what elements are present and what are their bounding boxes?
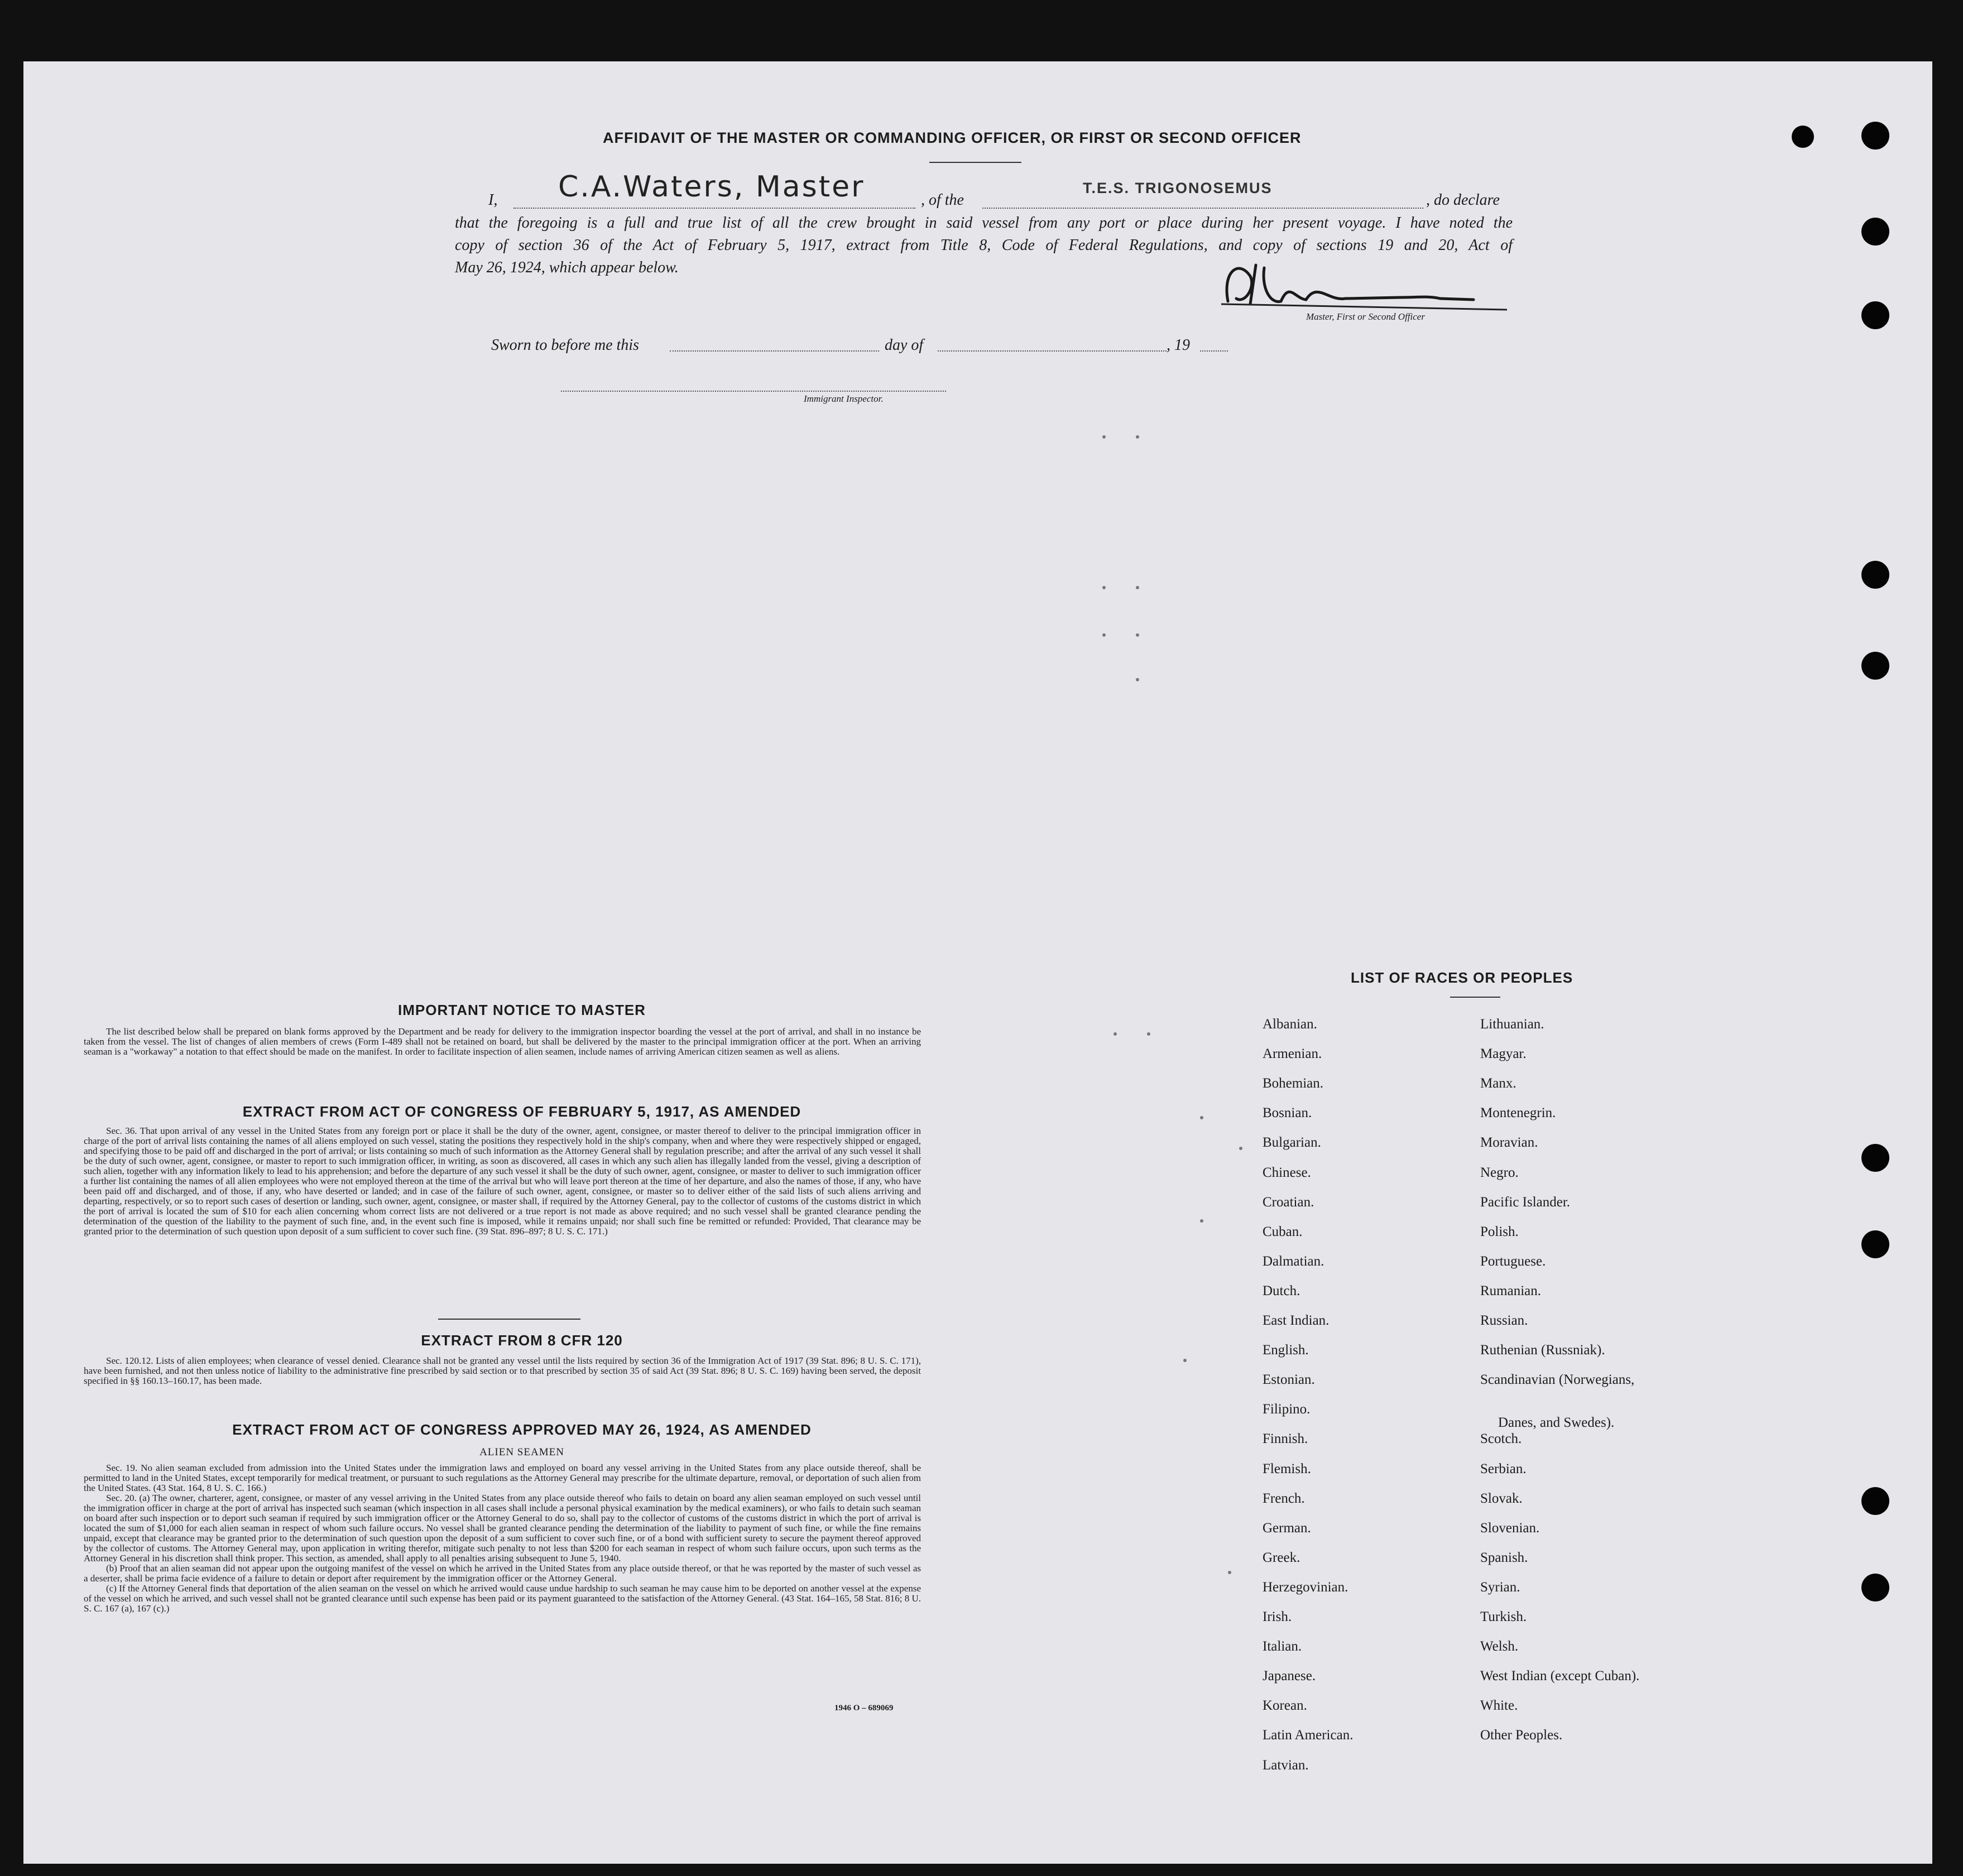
race-item: Scandinavian (Norwegians, (1480, 1372, 1635, 1387)
race-item: Other Peoples. (1480, 1728, 1563, 1743)
race-item: Korean. (1263, 1698, 1307, 1713)
of-the-label: , of the (921, 191, 964, 209)
section-20b: (b) Proof that an alien seaman did not appear upon the outgoing manifest of the vessel on which he arrived in the United States from any place outside thereof, or that he was reported by the master of such vessel as a deserter, shall be prima facie evidence of a failure to detain or deport after requirement by the immigration officer or the Attorney General. (84, 1563, 921, 1584)
race-item: Lithuanian. (1480, 1017, 1544, 1032)
race-item: German. (1263, 1521, 1311, 1536)
race-item: Slovak. (1480, 1491, 1523, 1506)
race-item: Finnish. (1263, 1431, 1308, 1446)
race-item: English. (1263, 1343, 1309, 1358)
races-title: LIST OF RACES OR PEOPLES (1351, 969, 1573, 986)
race-item: Negro. (1480, 1165, 1519, 1180)
race-item: Italian. (1263, 1639, 1302, 1654)
race-item: Turkish. (1480, 1609, 1527, 1624)
race-item: Ruthenian (Russniak). (1480, 1343, 1605, 1358)
races-divider (1450, 997, 1500, 998)
race-item: Flemish. (1263, 1461, 1311, 1476)
race-item: Bosnian. (1263, 1105, 1312, 1120)
race-item: Dutch. (1263, 1283, 1300, 1298)
race-item: Welsh. (1480, 1639, 1519, 1654)
section-divider (438, 1319, 580, 1320)
day-of-label: day of (885, 336, 924, 354)
race-item: Scotch. (1480, 1431, 1522, 1446)
sworn-label: Sworn to before me this (491, 336, 639, 354)
extract-cfr-title: EXTRACT FROM 8 CFR 120 (421, 1332, 623, 1349)
affidavit-line-1: that the foregoing is a full and true list of all the crew brought in said vessel from any port or place during her present voyage. I have noted the (455, 214, 1513, 232)
notice-text: The list described below shall be prepared on blank forms approved by the Department and be ready for delivery to the immigration inspector boarding the vessel at the port of arrival, and shall in no instance be taken from the vessel. The list of changes of alien members of crews (Form I-489 shall not be retained on board, but shall be delivered by the master to the principal immigration officer at the port. When an arriving seaman is a "workaway" a notation to that effect should be made on the manifest. In order to facilitate inspection of alien seamen, include names of arriving American citizen seamen as well as aliens. (84, 1026, 921, 1057)
race-item: Slovenian. (1480, 1521, 1540, 1536)
punch-hole (1861, 301, 1889, 329)
race-item: Filipino. (1263, 1402, 1311, 1417)
punch-hole (1861, 1144, 1889, 1172)
section-20c: (c) If the Attorney General finds that deportation of the alien seaman on the vessel on which he arrived would cause undue hardship to such seaman he may cause him to be deported on another vessel at the expense of the vessel on which he arrived, and such vessel shall not be granted clearance until such expense has been paid or its payment guaranteed to the satisfaction of the Attorney General. (43 Stat. 164–165, 58 Stat. 816; 8 U. S. C. 167 (a), 167 (c).) (84, 1583, 921, 1614)
race-item: Pacific Islander. (1480, 1195, 1571, 1210)
extract-1924-title: EXTRACT FROM ACT OF CONGRESS APPROVED MAY 26, 1924, AS AMENDED (232, 1421, 812, 1438)
affidavit-line-3: May 26, 1924, which appear below. (455, 259, 679, 276)
inspector-signature-line (561, 391, 946, 392)
declarant-name-handwritten: C.A.Waters, Master (558, 170, 865, 204)
punch-hole (1861, 1574, 1889, 1601)
race-item: Syrian. (1480, 1580, 1520, 1595)
race-item: Magyar. (1480, 1046, 1527, 1061)
race-item: Portuguese. (1480, 1254, 1546, 1269)
race-item: Polish. (1480, 1224, 1519, 1239)
declarant-name-line (513, 208, 915, 209)
race-item: Serbian. (1480, 1461, 1527, 1476)
punch-hole (1861, 1487, 1889, 1515)
race-item: East Indian. (1263, 1313, 1330, 1328)
race-item: Greek. (1263, 1550, 1300, 1565)
affidavit-title: AFFIDAVIT OF THE MASTER OR COMMANDING OFFICER, OR FIRST OR SECOND OFFICER (603, 129, 1302, 146)
race-item: Irish. (1263, 1609, 1292, 1624)
race-item: Danes, and Swedes). (1498, 1415, 1615, 1430)
extract-cfr-text: Sec. 120.12. Lists of alien employees; when clearance of vessel denied. Clearance shall not be granted any vessel until the lists required by section 36 of the Immigration Act of 1917 (39 Stat. 896; 8 U. S. C. 171), have been furnished, and not then unless notice of liability to the administrative fine prescribed by said section or to that prescribed by section 35 of said Act (39 Stat. 896; 8 U. S. C. 169) having been served, the deposit specified in §§ 160.13–160.17, has been made. (84, 1355, 921, 1386)
race-item: Latin American. (1263, 1728, 1354, 1743)
section-19: Sec. 19. No alien seaman excluded from admission into the United States under the immigration laws and employed on board any vessel arriving in the United States from any place outside thereof, shall be permitted to land in the United States, except temporarily for medical treatment, or pursuant to such regulations as the Attorney General may prescribe for the ultimate departure, removal, or deportation of such alien from the United States. (43 Stat. 164, 8 U. S. C. 166.) (84, 1463, 921, 1493)
section-20a: Sec. 20. (a) The owner, charterer, agent, consignee, or master of any vessel arriving in the United States from any place outside thereof who fails to detain on board any alien seaman employed on such vessel until the immigration officer in charge at the port of arrival has inspected such seaman (which inspection in all cases shall include a personal physical examination by the medical examiners), or who fails to detain such seaman on board after such inspection or to deport such seaman if required by such immigration officer or the Attorney General to do so, shall pay to the collector of customs of the customs district in which the port of arrival is located the sum of $1,000 for each alien seaman in respect of whom such failure occurs. No vessel shall be granted clearance pending the determination of the liability to payment of such fine, or while the fine remains unpaid, except that clearance may be granted prior to the determination of such question upon the deposit of a sum sufficient to cover such fine, or of a bond with sufficient surety to secure the payment thereof approved by the collector of customs. The Attorney General may, upon application in writing therefor, mitigate such penalty to not less than $200 for each seaman in respect of whom such failure occurs, upon such terms as the Attorney General in his discretion shall think proper. This section, as amended, shall apply to all penalties arising subsequent to June 5, 1940. (84, 1493, 921, 1564)
punch-hole (1861, 218, 1889, 246)
race-item: Armenian. (1263, 1046, 1322, 1061)
race-item: Dalmatian. (1263, 1254, 1324, 1269)
extract-1917-text: Sec. 36. That upon arrival of any vessel in the United States from any foreign port or place it shall be the duty of the owner, agent, consignee, or master thereof to deliver to the principal immigration officer in charge of the port of arrival lists containing the names of all aliens employed on such vessel, stating the positions they respectively hold in the ship's company, when and where they were respectively shipped or engaged, and specifying those to be paid off and discharged in the port of arrival; or lists containing so much of such information as the Attorney General shall by regulation prescribe; and after the arrival of any such vessel it shall be the duty of such owner, agent, consignee, or master to report to such immigration officer, in writing, as soon as discovered, all cases in which any such alien has illegally landed from the vessel, giving a description of such alien, together with any information likely to lead to his apprehension; and before the departure of any such vessel it shall be the duty of such owner, agent, consignee, or master to deliver to such immigration officer a further list containing the names of all alien employees who were not employed thereon at the time of the arrival but who will leave port thereon at the time of her departure, and also the names of those, if any, who have been paid off and discharged, and of those, if any, who have deserted or landed; and in case of the failure of such owner, agent, consignee, or master so to deliver either of the said lists of such aliens arriving and departing, respectively, or so to report such cases of desertion or landing, such owner, agent, consignee, or master shall, if required by the Attorney General, pay to the collector of customs of the customs district in which the port of arrival is located the sum of $10 for each alien concerning whom correct lists are not delivered or a true report is not made as above required; and no such vessel shall be granted clearance pending the determination of the question of the liability to the payment of such fine, and, in the event such fine is imposed, while it remains unpaid; nor shall such fine be remitted or refunded: Provided, That clearance may be granted prior to the determination of such question upon deposit of a sum sufficient to cover such fine. (39 Stat. 896–897; 8 U. S. C. 171.) (84, 1125, 921, 1237)
race-item: Spanish. (1480, 1550, 1528, 1565)
race-item: Latvian. (1263, 1758, 1309, 1773)
vessel-line (982, 208, 1423, 209)
sworn-day-line (670, 350, 879, 352)
do-declare-label: , do declare (1426, 191, 1500, 209)
race-item: Herzegovinian. (1263, 1580, 1348, 1595)
sworn-year-line (1200, 350, 1228, 352)
race-item: Rumanian. (1480, 1283, 1542, 1298)
race-item: Russian. (1480, 1313, 1528, 1328)
race-item: Montenegrin. (1480, 1105, 1556, 1120)
race-item: White. (1480, 1698, 1518, 1713)
printer-code: 1946 O – 689069 (834, 1704, 894, 1713)
race-item: Cuban. (1263, 1224, 1303, 1239)
notice-title: IMPORTANT NOTICE TO MASTER (398, 1002, 646, 1018)
race-item: West Indian (except Cuban). (1480, 1668, 1640, 1683)
race-item: Estonian. (1263, 1372, 1315, 1387)
race-item: Japanese. (1263, 1668, 1316, 1683)
race-item: Albanian. (1263, 1017, 1317, 1032)
extract-1924-text (84, 1463, 921, 1614)
race-item: Bohemian. (1263, 1076, 1324, 1091)
race-item: Bulgarian. (1263, 1135, 1321, 1150)
inspector-caption: Immigrant Inspector. (804, 393, 884, 404)
extract-1917-title: EXTRACT FROM ACT OF CONGRESS OF FEBRUARY 5, 1917, AS AMENDED (242, 1103, 801, 1120)
punch-hole (1861, 561, 1889, 589)
race-item: Chinese. (1263, 1165, 1311, 1180)
year-prefix: , 19 (1167, 336, 1190, 354)
race-item: Croatian. (1263, 1195, 1314, 1210)
master-signature (1217, 248, 1518, 321)
race-item: Moravian. (1480, 1135, 1538, 1150)
declarant-label: I, (488, 191, 498, 209)
affidavit-line-2: copy of section 36 of the Act of February 5, 1917, extract from Title 8, Code of Federal Regulations, and copy of sections 19 and 20, Act of (455, 237, 1513, 254)
punch-hole (1861, 1230, 1889, 1258)
race-item: French. (1263, 1491, 1305, 1506)
extract-1924-subtitle: ALIEN SEAMEN (479, 1446, 564, 1458)
punch-hole (1861, 652, 1889, 680)
title-divider (929, 162, 1021, 163)
signer-caption: Master, First or Second Officer (1306, 311, 1425, 322)
race-item: Manx. (1480, 1076, 1516, 1091)
vessel-name: T.E.S. TRIGONOSEMUS (1083, 180, 1273, 196)
punch-hole (1861, 122, 1889, 150)
sworn-month-line (938, 350, 1167, 352)
punch-hole (1792, 126, 1814, 148)
